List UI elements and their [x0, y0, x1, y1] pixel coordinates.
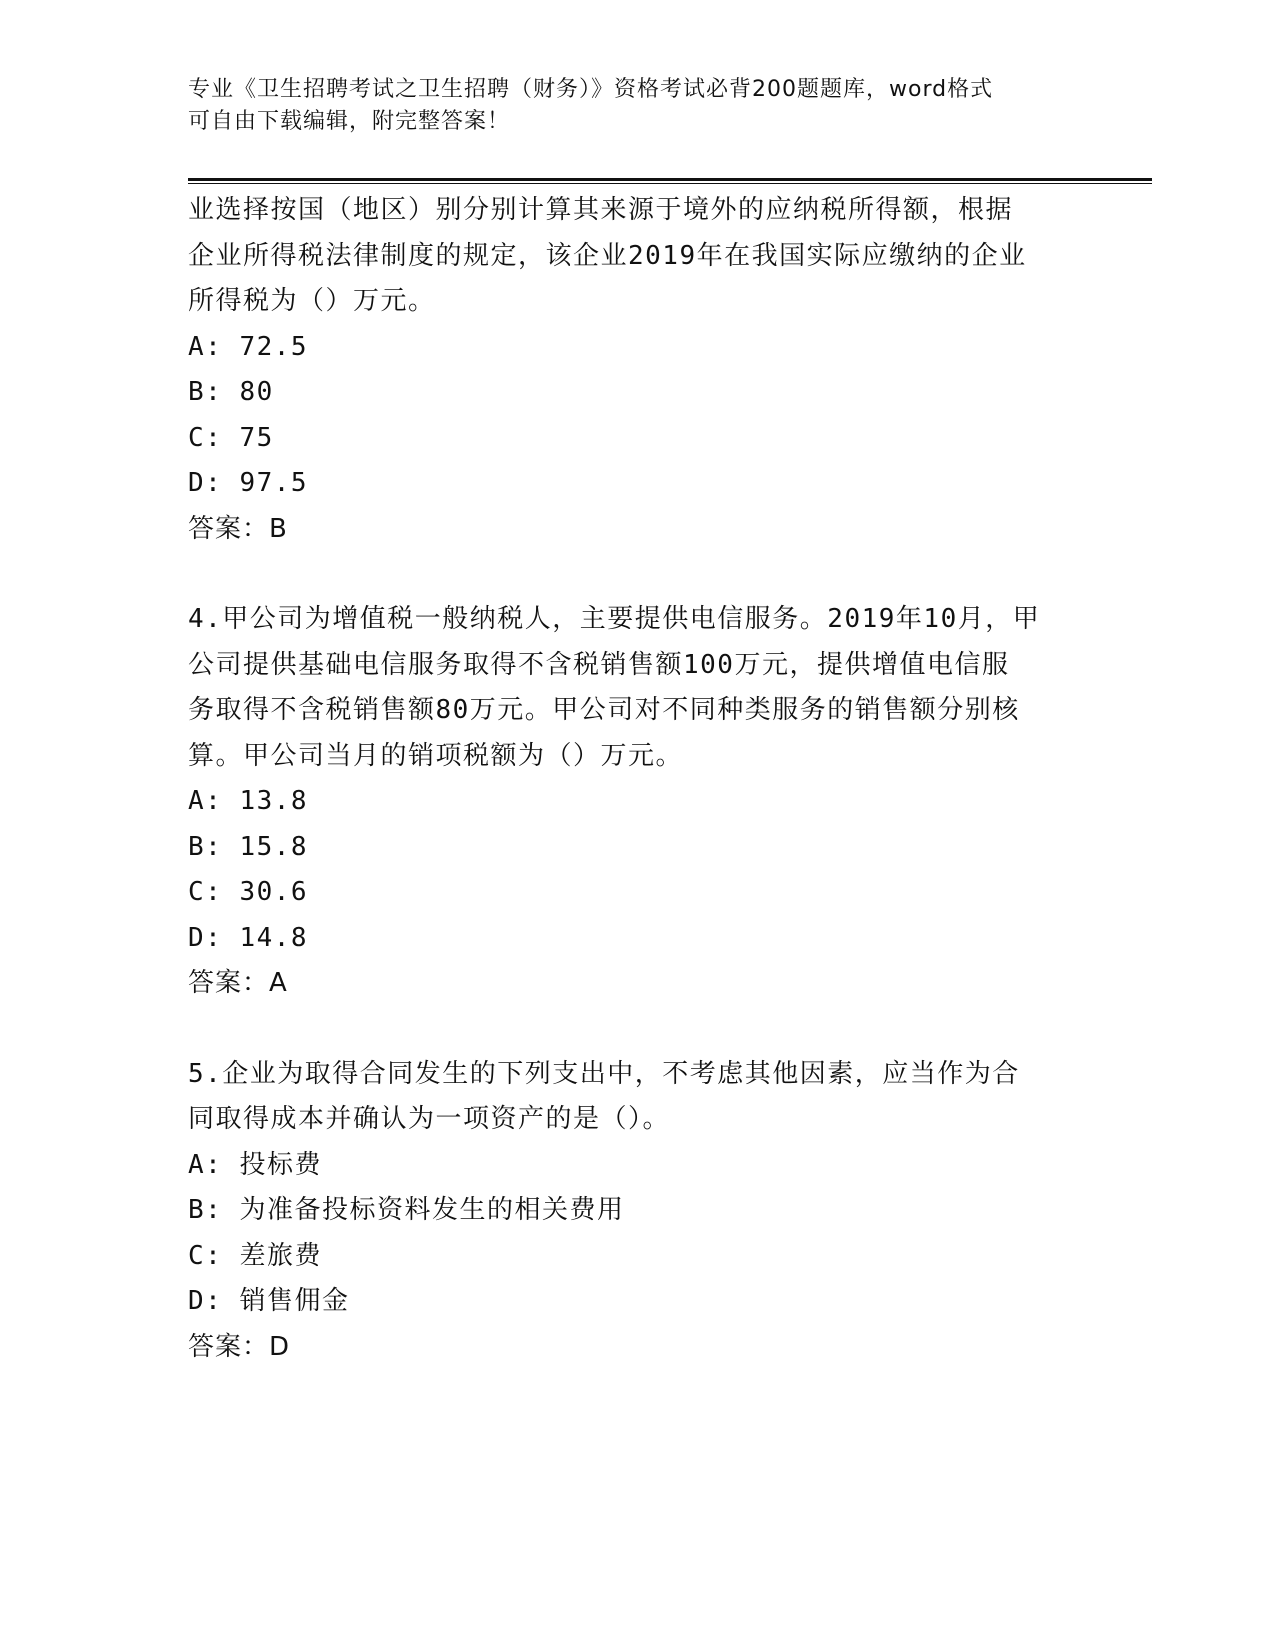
header-title-line-2: 可自由下载编辑，附完整答案！ — [188, 109, 511, 134]
header-title-line-1: 专业《卫生招聘考试之卫生招聘（财务）》资格考试必背200题题库，word格式 — [188, 77, 994, 102]
question-5-option-a: A: 投标费 — [188, 1149, 322, 1180]
header-divider-thin — [188, 183, 1152, 184]
question-5-answer: 答案：D — [188, 1331, 291, 1362]
question-4-answer: 答案：A — [188, 968, 288, 998]
question-5-option-b: B: 为准备投标资料发生的相关费用 — [188, 1195, 625, 1225]
question-4-option-d: D: 14.8 — [188, 922, 309, 953]
question-4-text-line-2: 公司提供基础电信服务取得不含税销售额100万元，提供增值电信服 — [188, 649, 1010, 680]
question-5-option-c: C: 差旅费 — [188, 1240, 322, 1271]
document-header — [188, 74, 1068, 138]
question-3-option-b: B: 80 — [188, 377, 274, 407]
question-3-text-line-1: 业选择按国（地区）别分别计算其来源于境外的应纳税所得额，根据 — [188, 195, 1014, 225]
spacer — [188, 1007, 1088, 1052]
question-3-option-a: A: 72.5 — [188, 331, 309, 362]
question-5-option-d: D: 销售佣金 — [188, 1286, 350, 1316]
question-3-answer: 答案：B — [188, 513, 288, 544]
question-5-text-line-1: 5.企业为取得合同发生的下列支出中，不考虑其他因素，应当作为合 — [188, 1058, 1020, 1089]
question-4-option-c: C: 30.6 — [188, 877, 309, 907]
question-list — [188, 188, 1088, 1370]
question-4 — [188, 597, 1088, 1007]
question-5-text-line-2: 同取得成本并确认为一项资产的是（）。 — [188, 1104, 671, 1134]
question-3 — [188, 188, 1088, 552]
question-3-text-line-2: 企业所得税法律制度的规定，该企业2019年在我国实际应缴纳的企业 — [188, 240, 1027, 271]
question-3-option-c: C: 75 — [188, 422, 274, 453]
question-3-text-line-3: 所得税为（）万元。 — [188, 286, 436, 316]
spacer — [188, 552, 1088, 597]
question-4-text-line-1: 4.甲公司为增值税一般纳税人，主要提供电信服务。2019年10月，甲 — [188, 604, 1041, 634]
question-4-option-b: B: 15.8 — [188, 831, 309, 862]
question-3-option-d: D: 97.5 — [188, 468, 309, 498]
question-4-text-line-3: 务取得不含税销售额80万元。甲公司对不同种类服务的销售额分别核 — [188, 695, 1020, 725]
header-divider-thick — [188, 178, 1152, 181]
question-5 — [188, 1052, 1088, 1371]
question-4-text-line-4: 算。甲公司当月的销项税额为（）万元。 — [188, 740, 684, 771]
question-4-option-a: A: 13.8 — [188, 786, 309, 816]
